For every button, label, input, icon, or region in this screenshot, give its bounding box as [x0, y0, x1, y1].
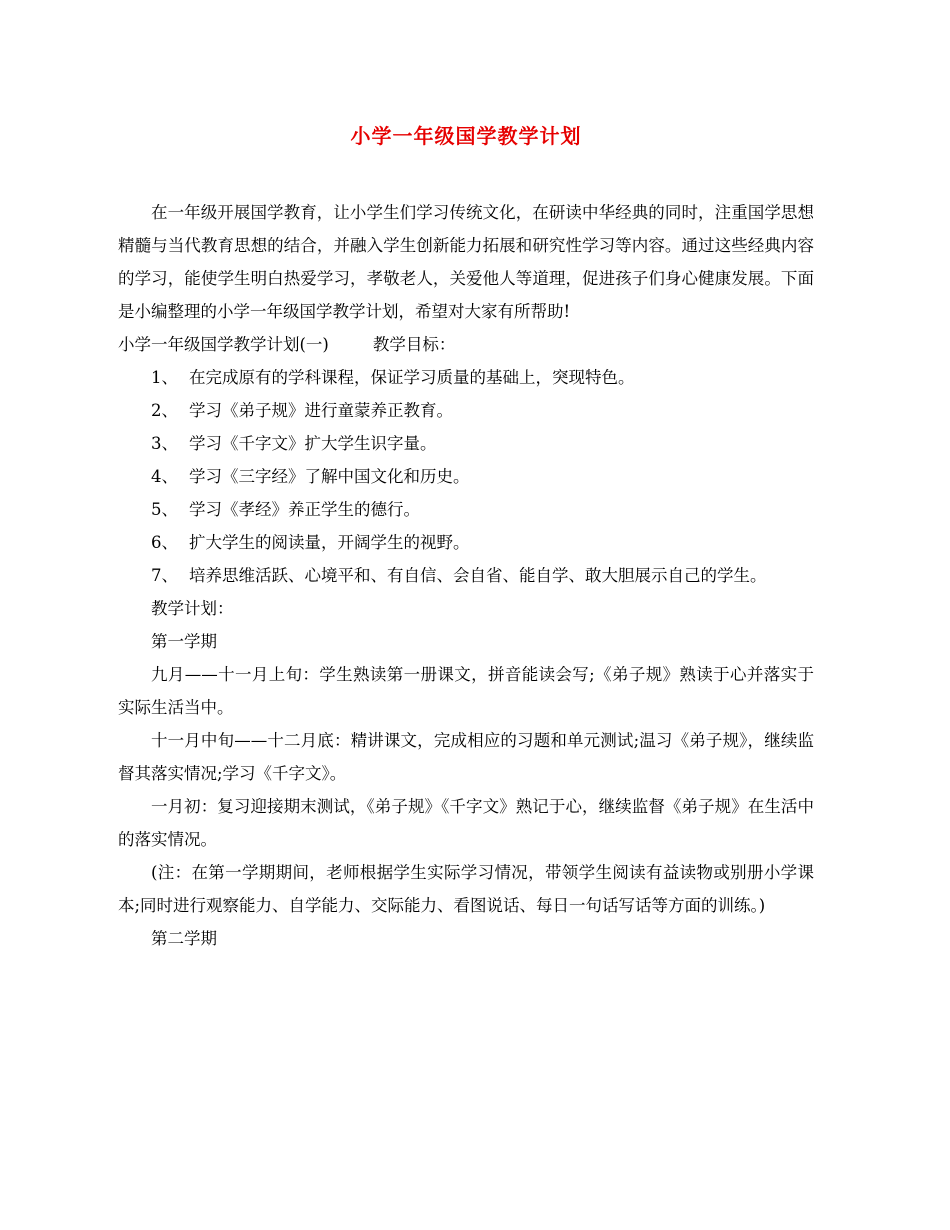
goal-item	[118, 394, 814, 427]
section-heading-line	[118, 328, 814, 361]
goal-text: 学习《孝经》养正学生的德行。	[189, 500, 420, 519]
goal-text: 在完成原有的学科课程，保证学习质量的基础上，突现特色。	[189, 368, 635, 387]
document-title: 小学一年级国学教学计划	[350, 124, 582, 148]
goal-item	[118, 427, 814, 460]
goal-item	[118, 361, 814, 394]
goal-number: 7、	[151, 566, 178, 585]
goal-text: 扩大学生的阅读量，开阔学生的视野。	[189, 533, 470, 552]
goal-text: 学习《千字文》扩大学生识字量。	[189, 434, 437, 453]
goal-item	[118, 493, 814, 526]
term1-heading: 第一学期	[151, 632, 217, 651]
goal-number: 5、	[151, 500, 178, 519]
goal-text: 培养思维活跃、心境平和、有自信、会自省、能自学、敢大胆展示自己的学生。	[189, 566, 767, 585]
section-heading: 小学一年级国学教学计划(一)	[118, 335, 329, 354]
goal-number: 2、	[151, 401, 178, 420]
term2-heading: 第二学期	[151, 929, 217, 948]
term1-item: 一月初：复习迎接期末测试，《弟子规》《千字文》熟记于心，继续监督《弟子规》在生活中的落实情况。	[118, 797, 814, 849]
intro-paragraph: 在一年级开展国学教育，让小学生们学习传统文化，在研读中华经典的同时，注重国学思想精髓与当代教育思想的结合，并融入学生创新能力拓展和研究性学习等内容。通过这些经典内容的学习，能使学生明白热爱学习，孝敬老人，关爱他人等道理，促进孩子们身心健康发展。下面是小编整理的小学一年级国学教学计划，希望对大家有所帮助!	[118, 203, 814, 321]
goal-item	[118, 460, 814, 493]
goal-number: 4、	[151, 467, 178, 486]
goals-heading: 教学目标：	[372, 335, 456, 354]
document-body	[118, 196, 814, 955]
term1-item: 九月——十一月上旬：学生熟读第一册课文，拼音能读会写;《弟子规》熟读于心并落实于实际生活当中。	[118, 665, 814, 717]
term1-item: 十一月中旬——十二月底：精讲课文，完成相应的习题和单元测试;温习《弟子规》，继续监督其落实情况;学习《千字文》。	[118, 731, 814, 783]
goal-item	[118, 526, 814, 559]
term1-list	[118, 658, 814, 922]
goals-list	[118, 361, 814, 592]
term1-item: (注：在第一学期期间，老师根据学生实际学习情况，带领学生阅读有益读物或别册小学课本;同时进行观察能力、自学能力、交际能力、看图说话、每日一句话写话等方面的训练。)	[118, 863, 814, 915]
goal-text: 学习《弟子规》进行童蒙养正教育。	[189, 401, 453, 420]
goal-number: 1、	[151, 368, 178, 387]
goal-text: 学习《三字经》了解中国文化和历史。	[189, 467, 470, 486]
plan-heading: 教学计划：	[151, 599, 234, 618]
goal-number: 3、	[151, 434, 178, 453]
goal-number: 6、	[151, 533, 178, 552]
goal-item	[118, 559, 814, 592]
